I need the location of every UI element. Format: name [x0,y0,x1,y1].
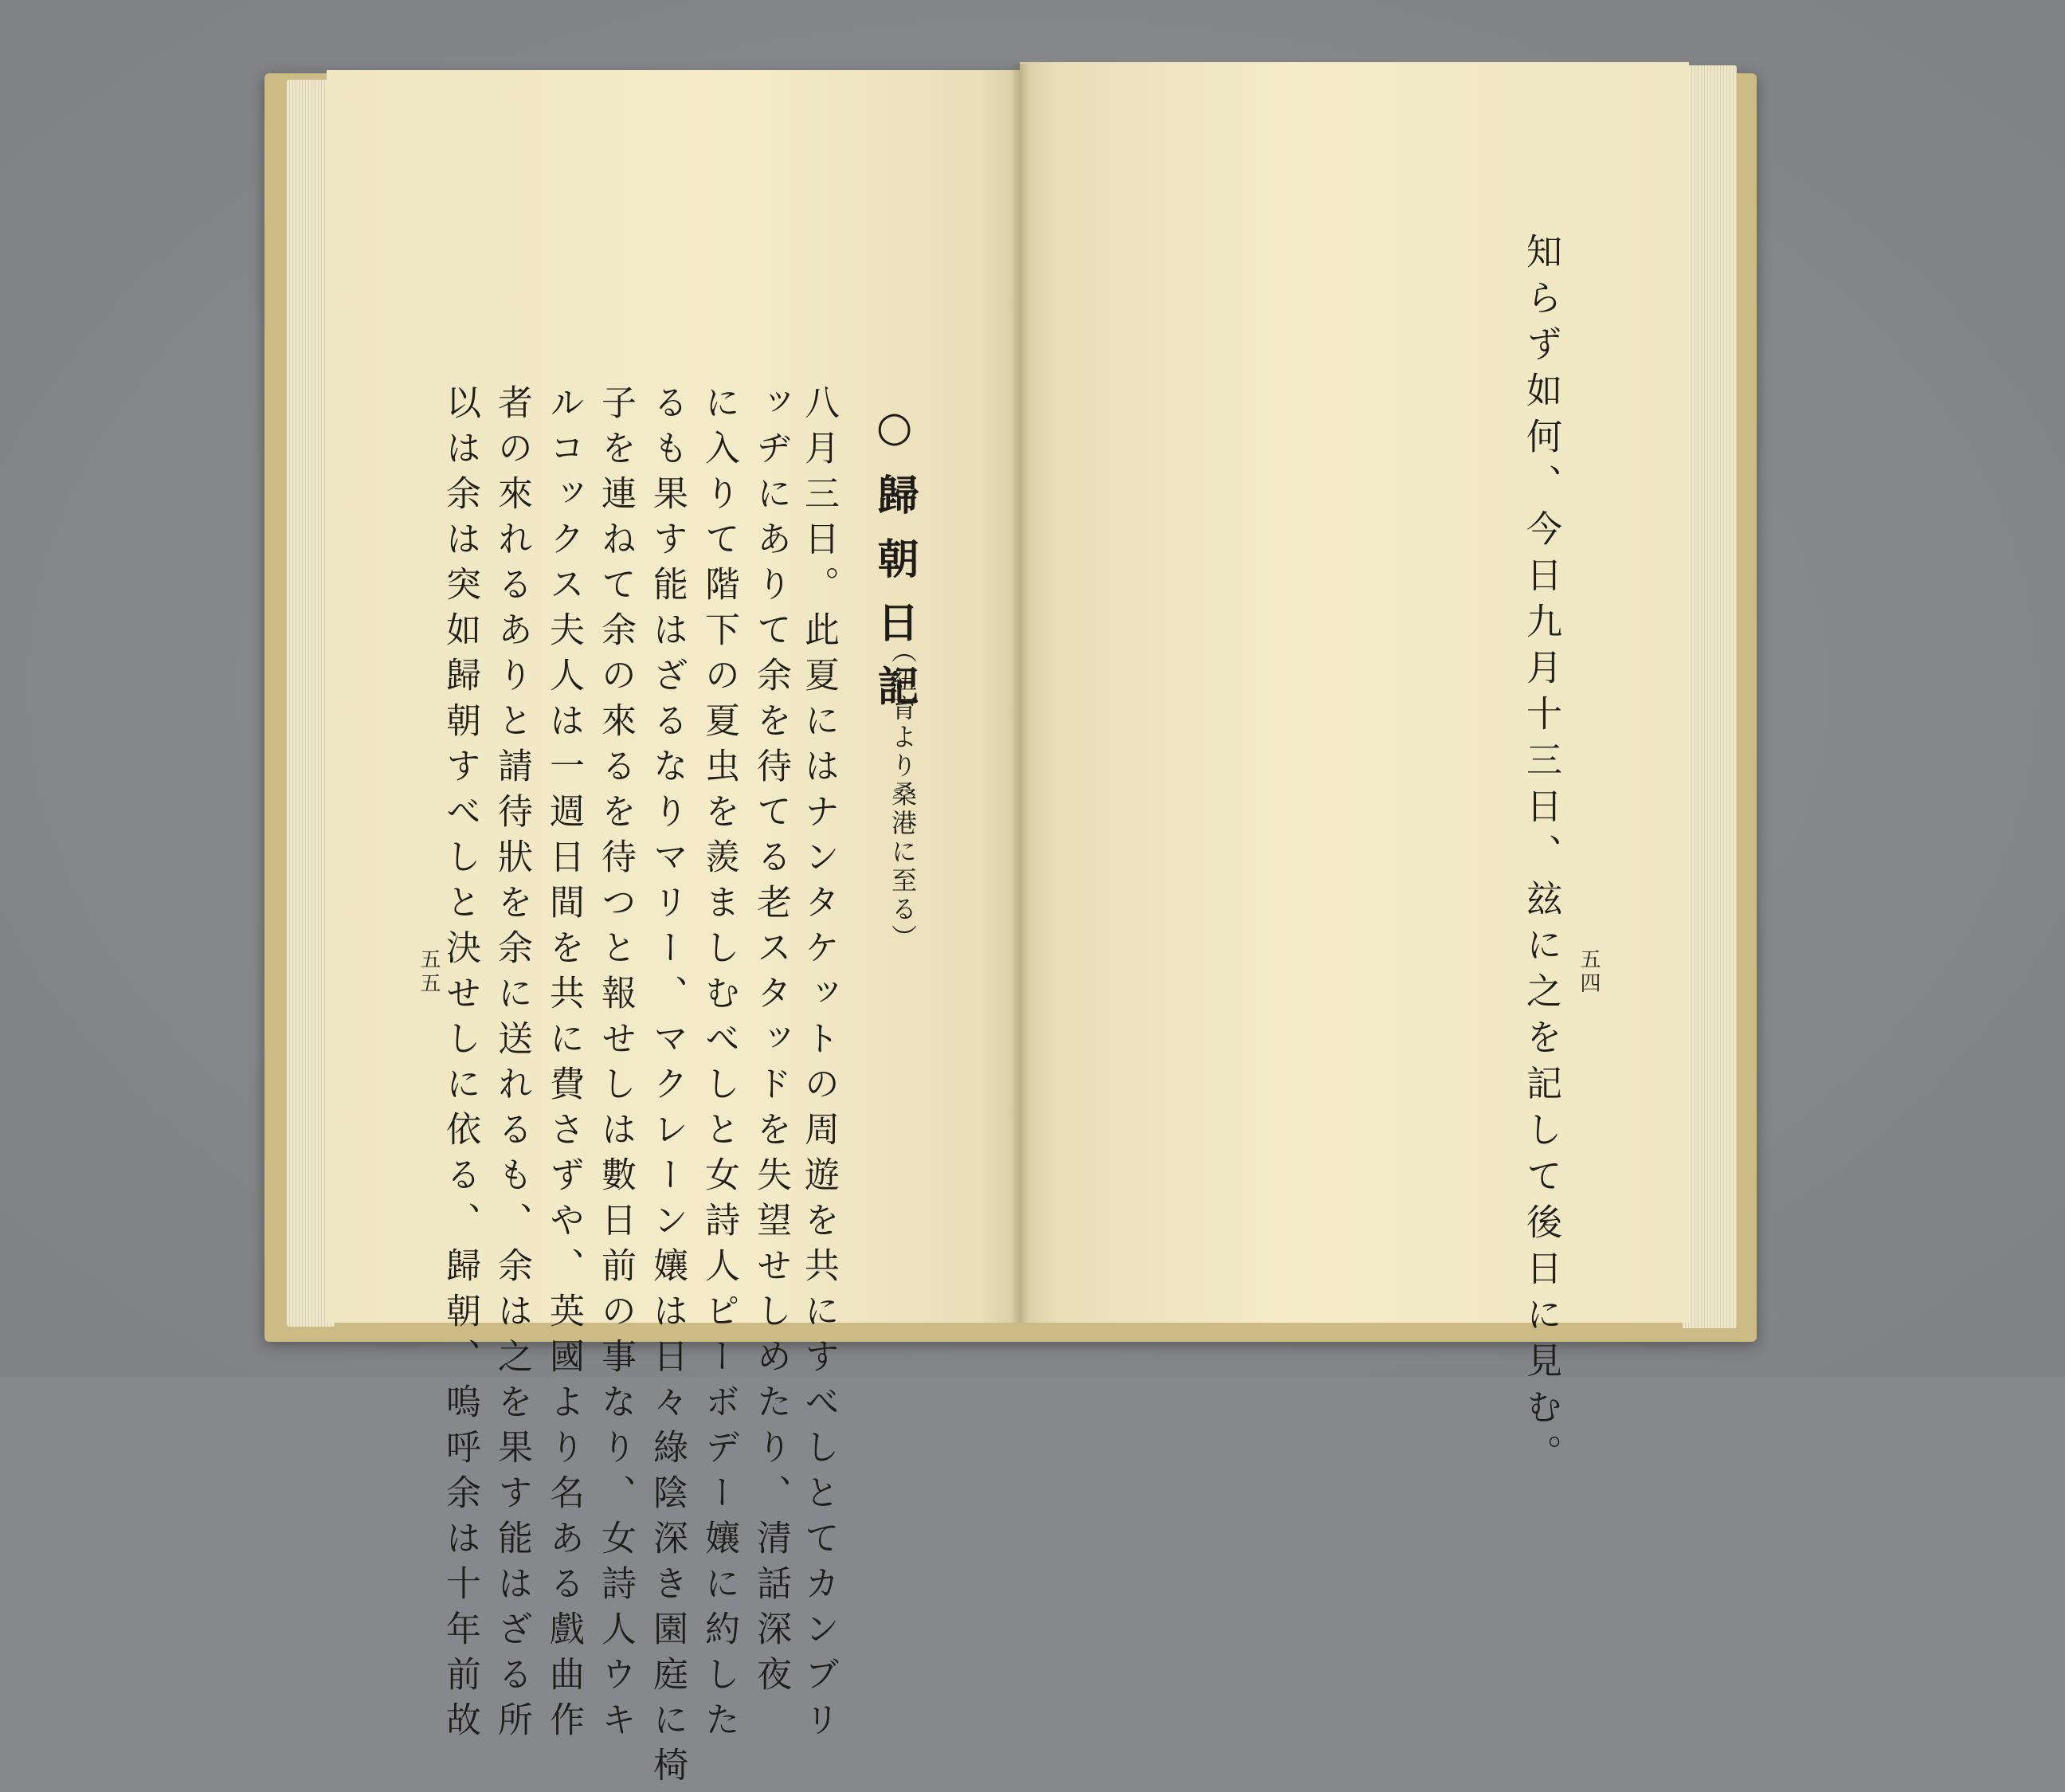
body-line: ッヂにありて余を待てる老スタッドを失望せしめたり、清話深夜 [750,384,791,1701]
book-gutter [1010,64,1029,1323]
body-line: ルコックス夫人は一週日間を共に費さずや、英國より名ある戲曲作 [543,384,584,1747]
body-line: 子を連ねて余の來るを待つと報せしは數日前の事なり、女詩人ウキ [595,384,636,1747]
body-line: 八月三日。此夏にはナンタケットの周遊を共にすべしとてカンブリ [798,384,839,1747]
section-subtitle: （紐育より桑港に至る） [888,637,918,953]
right-page [1020,62,1689,1323]
page-number-left: 五五 [417,948,441,996]
body-line: 者の來れるありと請待狀を余に送れるも、余は之を果す能はざる所 [492,384,532,1747]
body-line: 以は余は突如歸朝すべしと決せしに依る、歸朝、嗚呼余は十年前故 [440,384,480,1747]
body-line: 知らず如何、今日九月十三日、玆に之を記して後日に見む。 [1520,233,1562,1480]
body-line: るも果す能はざるなりマリー、マクレーン孃は日々綠陰深き園庭に椅 [647,384,688,1792]
page-number-right: 五四 [1577,948,1601,996]
section-title: ○歸朝日記 [870,402,919,728]
body-line: に入りて階下の夏虫を羨ましむべしと女詩人ピーボデー孃に約した [699,384,739,1747]
page-edges-right [1683,65,1737,1328]
